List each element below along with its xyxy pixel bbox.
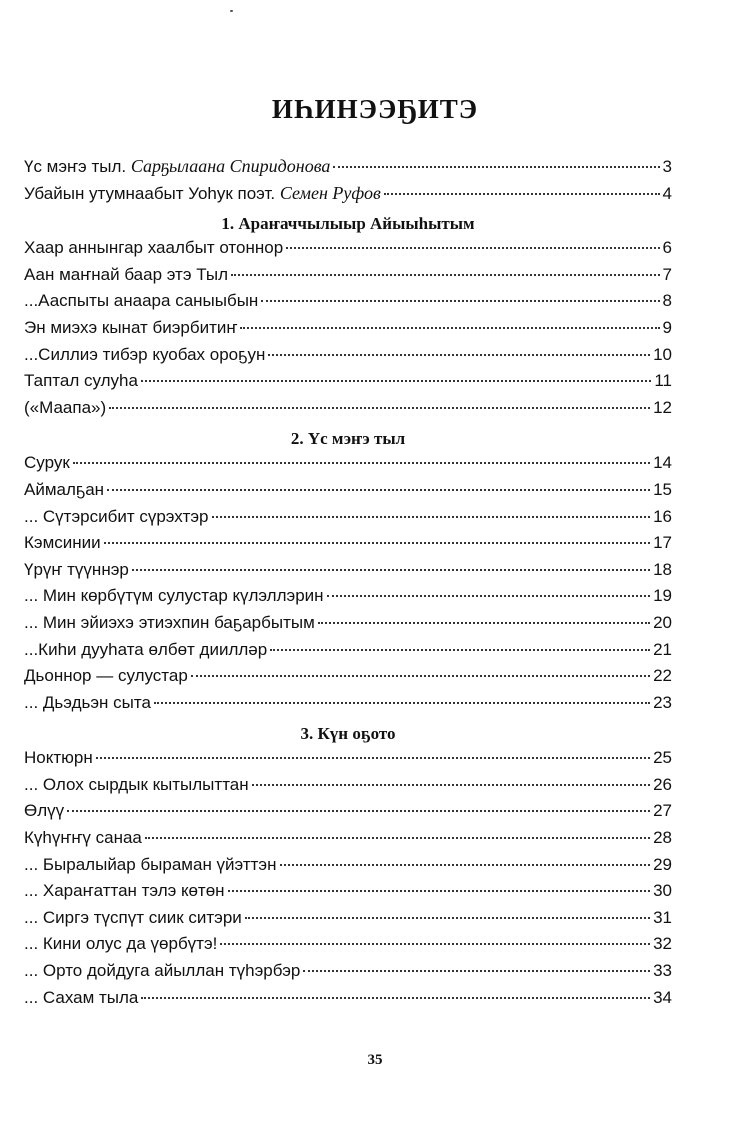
entry-label	[24, 881, 225, 901]
toc-entry[interactable]	[24, 183, 672, 210]
entry-title: ...Силлиэ тибэр куобах ороҕун	[24, 344, 266, 364]
ink-speck	[230, 10, 233, 12]
toc-entry[interactable]	[24, 453, 672, 480]
entry-title: ... Сахам тыла	[24, 987, 139, 1007]
entry-page: 34	[653, 987, 672, 1007]
entry-page: 11	[654, 371, 672, 391]
entry-title: ...Киһи дууһата өлбөт диилләр	[24, 639, 268, 659]
toc-entry[interactable]	[24, 533, 672, 560]
entry-label	[24, 533, 101, 553]
entry-page: 25	[653, 748, 672, 768]
entry-title: Дьоннор — сулустар	[24, 666, 188, 686]
toc-entry[interactable]	[24, 666, 672, 693]
entry-label	[24, 318, 237, 338]
toc-entry[interactable]	[24, 371, 672, 398]
dot-leader	[107, 489, 650, 491]
entry-label	[24, 640, 267, 660]
entry-label	[24, 183, 381, 204]
entry-title: Сурук	[24, 453, 70, 473]
entry-page: 9	[662, 317, 672, 337]
page-title: ИҺИНЭЭҔИТЭ	[271, 94, 479, 124]
section-heading: 3. Күн оҕото	[300, 724, 396, 744]
toc-entry[interactable]	[24, 801, 672, 828]
dot-leader	[245, 917, 650, 919]
dot-leader	[132, 569, 650, 571]
dot-leader	[154, 702, 650, 704]
entry-page: 21	[653, 639, 672, 659]
dot-leader	[286, 247, 659, 249]
entry-page: 17	[653, 533, 672, 553]
toc-entry[interactable]	[24, 480, 672, 507]
entry-page: 4	[662, 183, 672, 203]
toc-entry[interactable]	[24, 156, 672, 183]
dot-leader	[270, 649, 650, 651]
entry-page: 32	[653, 934, 672, 954]
dot-leader	[191, 675, 650, 677]
toc-entry[interactable]	[24, 345, 672, 372]
dot-leader	[261, 300, 659, 302]
entry-author: Сарҕылаана Спиридонова	[130, 156, 331, 176]
toc-entry[interactable]	[24, 398, 672, 425]
dot-leader	[240, 327, 659, 329]
entry-title: Күһүҥҥү санаа	[24, 828, 142, 848]
dot-leader	[73, 462, 650, 464]
entry-label	[24, 398, 106, 418]
dot-leader	[141, 997, 650, 999]
dot-leader	[252, 784, 650, 786]
entry-label	[24, 855, 277, 875]
toc-entry[interactable]	[24, 828, 672, 855]
section-heading: 1. Араҥаччылыыр Айыыһытым	[221, 214, 475, 234]
dot-leader	[96, 757, 650, 759]
toc-entry[interactable]	[24, 586, 672, 613]
dot-leader	[212, 516, 651, 518]
dot-leader	[109, 407, 650, 409]
toc-entry[interactable]	[24, 855, 672, 882]
entry-label	[24, 934, 217, 954]
entry-author: Семен Руфов	[279, 182, 381, 203]
entry-title: Хаар аннынгар хаалбыт отоннор	[24, 238, 284, 258]
entry-title: Эн миэхэ кынат биэрбитиҥ	[24, 317, 238, 337]
entry-page: 18	[653, 559, 672, 579]
entry-label	[24, 507, 209, 527]
entry-title: Аймалҕан	[24, 479, 105, 499]
entry-label	[24, 693, 151, 713]
entry-label	[24, 453, 70, 473]
entry-page: 33	[653, 961, 672, 981]
toc-entry[interactable]	[24, 748, 672, 775]
entry-page: 15	[653, 479, 672, 499]
entry-title: ... Кини олус да үөрбүтэ!	[24, 934, 218, 954]
entry-label	[24, 265, 228, 285]
dot-leader	[318, 622, 650, 624]
page-number: 35	[367, 1052, 383, 1068]
section-heading: 2. Үс мэҥэ тыл	[290, 429, 406, 449]
toc-entry[interactable]	[24, 934, 672, 961]
entry-label	[24, 560, 129, 580]
dot-leader	[231, 274, 660, 276]
entry-title: ... Мин эйиэхэ этиэхпин баҕарбытым	[24, 612, 315, 632]
entry-label	[24, 586, 324, 606]
entry-page: 28	[653, 828, 672, 848]
entry-title: ...Ааспыты анаара саныыбын	[24, 291, 259, 311]
entry-label	[24, 961, 300, 981]
toc-entry[interactable]	[24, 238, 672, 265]
entry-title: ... Хараҥаттан тэлэ көтөн	[24, 881, 225, 901]
entry-page: 26	[653, 774, 672, 794]
dot-leader	[145, 837, 650, 839]
entry-title: ... Быралыйар быраман үйэттэн	[24, 854, 277, 874]
dot-leader	[327, 595, 651, 597]
toc-entry[interactable]	[24, 291, 672, 318]
toc-entry[interactable]	[24, 507, 672, 534]
entry-label	[24, 345, 265, 365]
dot-leader	[280, 864, 651, 866]
entry-title: ... Олох сырдык кытылыттан	[24, 774, 249, 794]
entry-title: («Маапа»)	[24, 397, 107, 417]
entry-page: 29	[653, 854, 672, 874]
entry-page: 7	[662, 264, 672, 284]
toc-entry[interactable]	[24, 961, 672, 988]
entry-title: ... Сиргэ түспүт сиик ситэри	[24, 907, 242, 927]
entry-page: 8	[662, 291, 672, 311]
entry-label	[24, 156, 330, 177]
dot-leader	[303, 970, 650, 972]
entry-label	[24, 828, 142, 848]
entry-title: ... Мин көрбүтүм сулустар күлэллэрин	[24, 586, 324, 606]
entry-label	[24, 613, 315, 633]
entry-title: Өлүү	[24, 801, 65, 821]
entry-page: 14	[653, 453, 672, 473]
entry-title: Таптал сулуһа	[24, 371, 138, 391]
toc-entry[interactable]	[24, 640, 672, 667]
entry-title: Үс мэҥэ тыл.	[24, 157, 127, 176]
dot-leader	[67, 810, 650, 812]
toc-entry[interactable]	[24, 775, 672, 802]
entry-page: 20	[653, 612, 672, 632]
toc-entry[interactable]	[24, 318, 672, 345]
entry-label	[24, 666, 188, 686]
entry-page: 16	[653, 506, 672, 526]
entry-page: 22	[653, 666, 672, 686]
dot-leader	[104, 542, 650, 544]
entry-page: 31	[653, 907, 672, 927]
entry-title: Ноктюрн	[24, 748, 93, 768]
dot-leader	[141, 380, 651, 382]
toc-entry[interactable]	[24, 988, 672, 1015]
entry-label	[24, 988, 138, 1008]
toc-entry[interactable]	[24, 881, 672, 908]
entry-page: 23	[653, 692, 672, 712]
entry-page: 30	[653, 881, 672, 901]
entry-title: Убайын утумнаабыт Уоһук поэт.	[24, 183, 276, 203]
entry-page: 12	[653, 397, 672, 417]
dot-leader	[220, 943, 650, 945]
entry-label	[24, 748, 93, 768]
entry-label	[24, 238, 283, 258]
entry-title: Кэмсинии	[24, 533, 101, 553]
entry-title: ... Дьэдьэн сыта	[24, 692, 151, 712]
entry-title: ... Сүтэрсибит сүрэхтэр	[24, 506, 209, 526]
dot-leader	[228, 890, 651, 892]
entry-title: Үрүҥ түүннэр	[24, 559, 129, 579]
table-of-contents	[24, 156, 672, 1014]
dot-leader	[333, 166, 659, 168]
toc-entry[interactable]	[24, 560, 672, 587]
entry-label	[24, 480, 104, 500]
toc-entry[interactable]	[24, 265, 672, 292]
entry-page: 3	[662, 157, 672, 176]
entry-label	[24, 371, 138, 391]
toc-entry[interactable]	[24, 693, 672, 720]
entry-page: 6	[662, 238, 672, 258]
toc-entry[interactable]	[24, 613, 672, 640]
entry-page: 19	[653, 586, 672, 606]
entry-label	[24, 801, 64, 821]
entry-label	[24, 291, 258, 311]
toc-entry[interactable]	[24, 908, 672, 935]
entry-label	[24, 775, 249, 795]
dot-leader	[268, 354, 650, 356]
entry-title: ... Орто дойдуга айыллан түһэрбэр	[24, 961, 301, 981]
dot-leader	[384, 193, 660, 195]
entry-label	[24, 908, 242, 928]
entry-title: Аан маҥнай баар этэ Тыл	[24, 264, 229, 284]
entry-page: 27	[653, 801, 672, 821]
entry-page: 10	[653, 344, 672, 364]
